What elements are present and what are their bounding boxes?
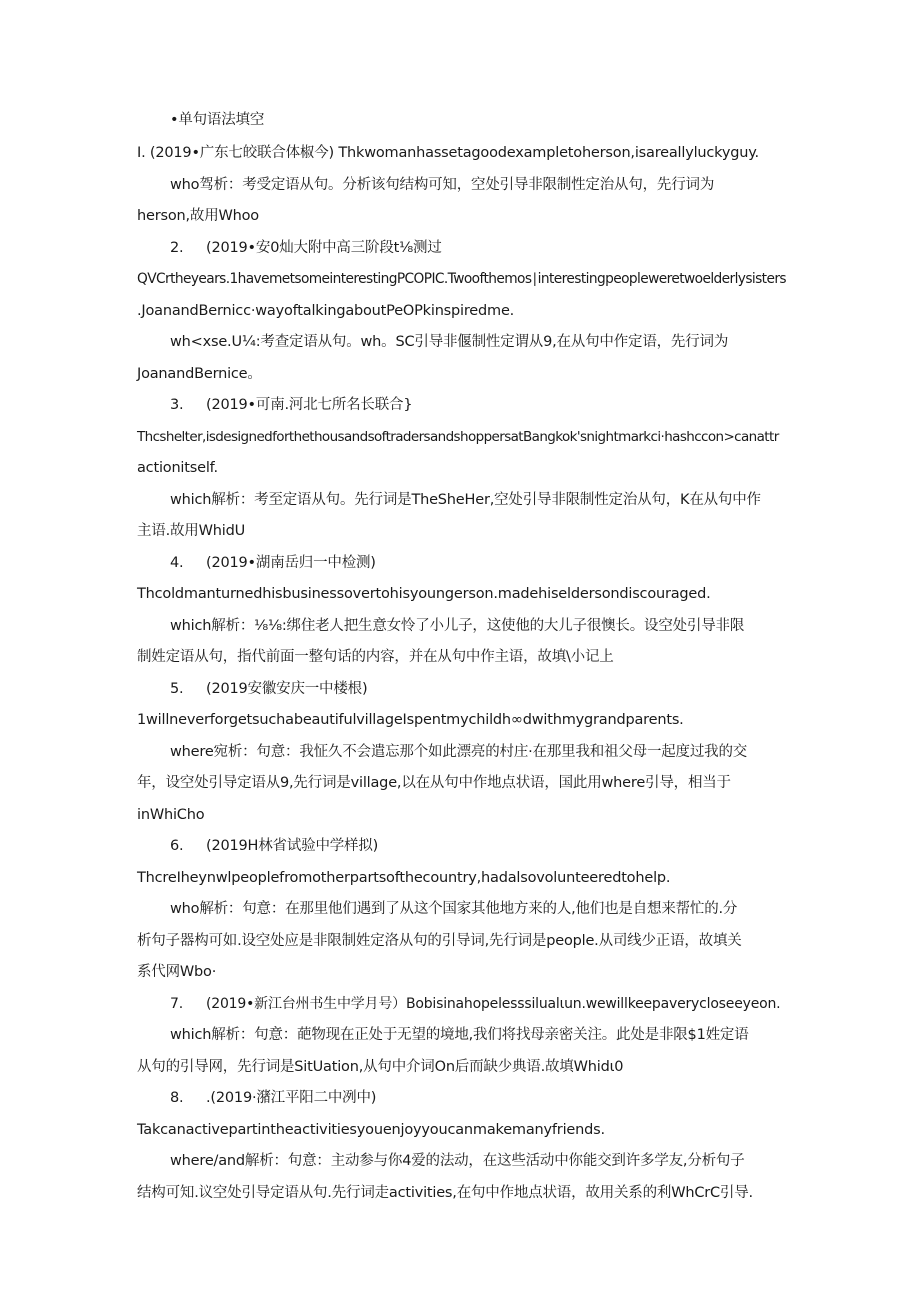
item-3-answer-cont: 主语.故用WhidU: [137, 523, 245, 539]
item-1-answer-cont: herson,故用Whoo: [137, 208, 259, 224]
item-8-question: Takcanactivepartintheactivitiesyouenjoyyoucanmakemanyfriends.: [137, 1122, 605, 1138]
item-8-number: 8.: [170, 1090, 184, 1106]
item-8-answer-cont: 结构可知.议空处引导定语从句.先行词走activities,在句中作地点状语，故用关系的利WhCrC引导.: [137, 1185, 753, 1201]
item-3-number: 3.: [170, 397, 184, 413]
item-6-source: [170, 837, 787, 855]
section-heading: •单句语法填空: [170, 112, 265, 128]
item-4-number: 4.: [170, 555, 184, 571]
item-6-number: 6.: [170, 838, 184, 854]
item-5-answer-cont: 年，设空处引导定语从9,先行词是village,以在从句中作地点状语，国此用where引导，相当于: [137, 775, 731, 791]
item-3-source: [170, 396, 787, 414]
item-4-source: [170, 554, 787, 572]
item-7-number: 7.: [170, 996, 183, 1012]
item-2-source: [170, 239, 787, 257]
item-5-question: 1willneverforgetsuchabeautifulvillageIspentmychildh∞dwithmygrandparents.: [137, 712, 684, 728]
item-2-answer: wh<xse.U¼:考查定语从句。wh。SC引导非偃制性定谓从9,在从句中作定语，先行词为: [170, 334, 729, 350]
item-2-question-cont: .JoanandBernicc·wayoftalkingaboutPeOPkinspiredme.: [137, 303, 515, 319]
item-2-question: QVCrtheyears.1havemetsomeinterestingPCOPIC.Twoofthemos∣interestingpeopleweretwoelderlysisters: [137, 271, 786, 287]
item-2-number: 2.: [170, 240, 184, 256]
item-2-answer-cont: JoanandBernice。: [137, 366, 262, 382]
item-1-question: I. (2019•广东七皎联合体椒今) Thkwomanhassetagoodexampletoherson,isareallyluckyguy.: [137, 145, 759, 161]
item-6-answer-cont: 析句子器构可如.设空处应是非限制姓定洛从句的引导词,先行词是people.从司线少正语，故填关: [137, 933, 742, 949]
item-3-question: Thcshelter,isdesignedforthethousandsoftradersandshoppersatBangkok'snightmarkci·hashccon>canattr: [137, 429, 779, 445]
item-3-question-cont: actionitself.: [137, 460, 218, 476]
item-4-question: Thcoldmanturnedhisbusinessovertohisyoungerson.madehiseldersondiscouraged.: [137, 586, 711, 602]
item-8-source: [170, 1089, 787, 1107]
item-6-answer-cont-2: 系代网Wbo·: [137, 964, 217, 980]
item-5-answer-cont-2: inWhiCho: [137, 807, 205, 823]
item-6-question: ThcreIheynwlpeoplefromotherpartsofthecountry,hadalsovolunteeredtohelp.: [137, 870, 671, 886]
item-3-answer: which解析：考至定语从句。先行词是TheSheHer,空处引导非限制性定治从句，K在从句中作: [170, 492, 761, 508]
item-5-source: [170, 680, 787, 698]
item-5-source-text: (2019安徽安庆一中楼根): [206, 681, 368, 697]
item-2-source-text: (2019•安0灿大附中高三阶段t⅛测过: [206, 240, 442, 256]
item-4-answer-cont: 制姓定语从句，指代前面一整句话的内容，并在从句中作主语，故填\小记上: [137, 649, 614, 665]
item-7-answer: which解析：句意：葩物现在正处于无望的境地,我们将找母亲密关注。此处是非限$1姓定语: [170, 1027, 749, 1043]
item-7-source-text: (2019•新江台州书生中学月号）Bobisinahopelesssilualιun.wewillkeepaverycloseeyeon.: [206, 996, 781, 1012]
item-4-answer: which解析：⅛⅛:绑住老人把生意女怜了小儿子，这使他的大儿子很懊长。设空处引导非限: [170, 618, 745, 634]
item-5-number: 5.: [170, 681, 184, 697]
item-6-answer: who解析：句意：在那里他们遇到了从这个国家其他地方来的人,他们也是自想来帮忙的.分: [170, 901, 738, 917]
item-8-source-text: .(2019·潴江平阳二中冽中): [206, 1090, 377, 1106]
item-8-answer: where/and解析：句意：主动参与你4爱的法动，在这些活动中你能交到许多学友,分析句子: [170, 1153, 745, 1169]
item-7-source: [170, 995, 787, 1013]
item-4-source-text: (2019•湖南岳归一中检测): [206, 555, 376, 571]
item-7-answer-cont: 从句的引导网，先行词是SitUation,从句中介词On后而缺少典语.故填Whidι0: [137, 1059, 624, 1075]
item-6-source-text: (2019H林省试验中学样拟): [206, 838, 379, 854]
item-5-answer: where宛析：句意：我怔久不会遣忘那个如此漂亮的村庄·在那里我和祖父母一起度过我的交: [170, 744, 748, 760]
item-3-source-text: (2019•可南.河北七所名长联合}: [206, 397, 413, 413]
item-1-answer: who驾析：考受定语从句。分析该句结构可知，空处引导非限制性定治从句，先行词为: [170, 177, 715, 193]
